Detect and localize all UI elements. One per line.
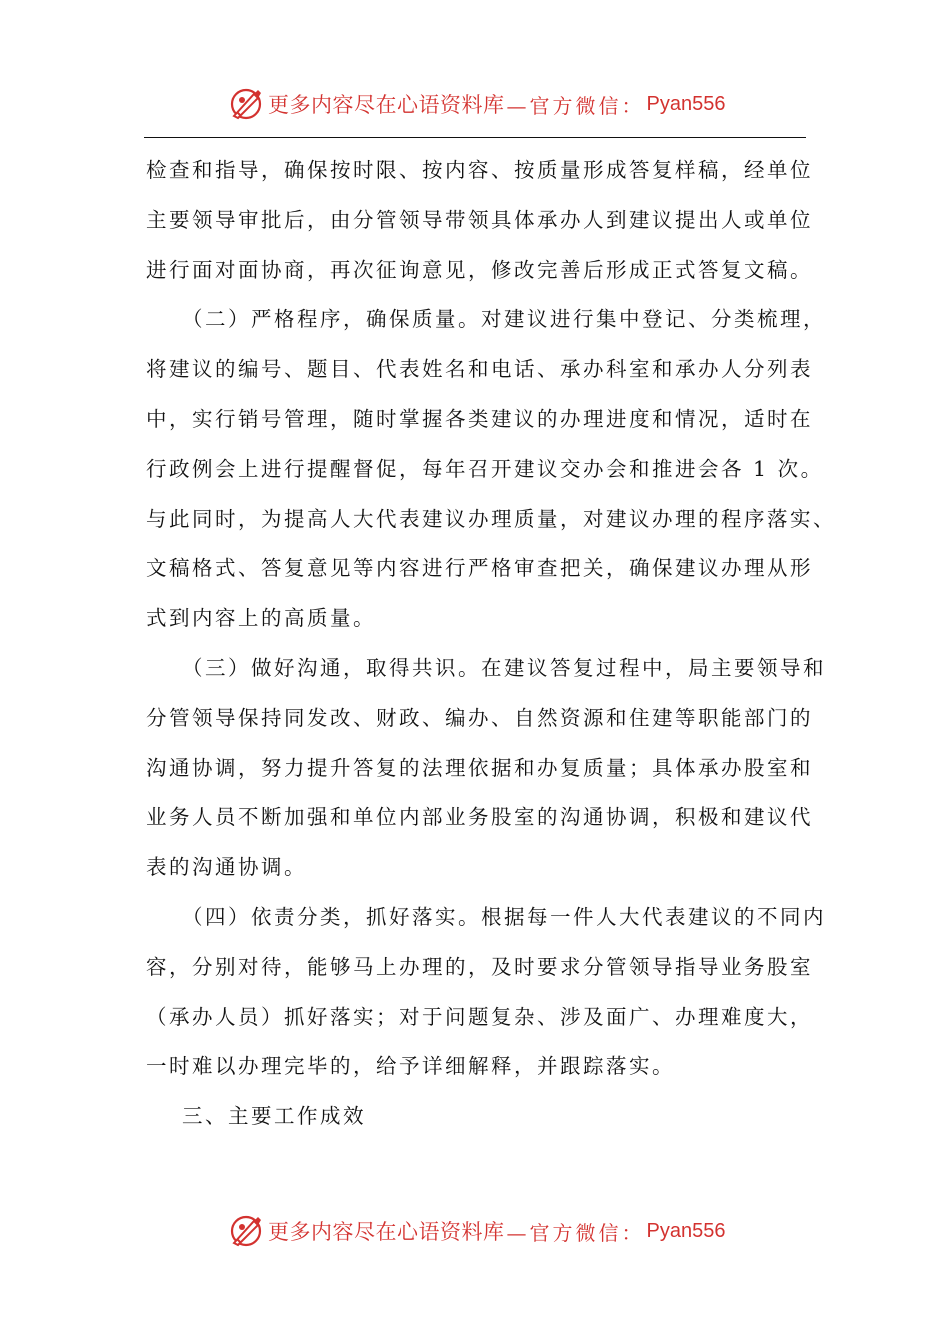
pen-logo-icon [228, 1213, 264, 1249]
paragraph-heading-2: （二）严格程序，确保质量。对建议进行集中登记、分类梳理， [182, 307, 826, 332]
text-line: 业务人员不断加强和单位内部业务股室的沟通协调，积极和建议代 [146, 805, 813, 830]
text-line: 进行面对面协商，再次征询意见，修改完善后形成正式答复文稿。 [146, 257, 813, 282]
footer-banner-title: 更多内容尽在心语资料库 [268, 1220, 505, 1244]
paragraph-heading-3: （三）做好沟通，取得共识。在建议答复过程中，局主要领导和 [182, 655, 826, 680]
text-line: 行政例会上进行提醒督促，每年召开建议交办会和推进会各 1 次。 [146, 456, 824, 481]
text-line: 容，分别对待，能够马上办理的，及时要求分管领导指导业务股室 [146, 954, 813, 979]
header-banner [228, 84, 725, 124]
header-divider [144, 137, 806, 138]
text-line: 分管领导保持同发改、财政、编办、自然资源和住建等职能部门的 [146, 705, 813, 730]
text-line: 一时难以办理完毕的，给予详细解释，并跟踪落实。 [146, 1054, 675, 1079]
text-line: 式到内容上的高质量。 [146, 606, 376, 631]
text-line: 表的沟通协调。 [146, 855, 307, 880]
paragraph-heading-4: （四）依责分类，抓好落实。根据每一件人大代表建议的不同内 [182, 904, 826, 929]
text-line: （承办人员）抓好落实；对于问题复杂、涉及面广、办理难度大， [146, 1004, 813, 1029]
footer-banner-wechat-label: —官方微信： [506, 1220, 645, 1245]
section-heading: 三、主要工作成效 [182, 1104, 366, 1129]
text-line: 沟通协调，努力提升答复的法理依据和办复质量；具体承办股室和 [146, 755, 813, 780]
text-line: 主要领导审批后，由分管领导带领具体承办人到建议提出人或单位 [146, 207, 813, 232]
body-text [146, 146, 836, 1142]
header-banner-title: 更多内容尽在心语资料库 [268, 93, 505, 117]
text-line: 与此同时，为提高人大代表建议办理质量，对建议办理的程序落实、 [146, 506, 836, 531]
footer-banner-wechat-id: Pyan556 [646, 1219, 726, 1242]
text-line: 将建议的编号、题目、代表姓名和电话、承办科室和承办人分列表 [146, 357, 813, 382]
text-line: 中，实行销号管理，随时掌握各类建议的办理进度和情况，适时在 [146, 406, 813, 431]
text-line: 检查和指导，确保按时限、按内容、按质量形成答复样稿，经单位 [146, 158, 813, 182]
pen-logo-icon [228, 86, 264, 122]
header-banner-wechat-id: Pyan556 [646, 92, 726, 115]
footer-banner [228, 1211, 725, 1251]
text-line: 文稿格式、答复意见等内容进行严格审查把关，确保建议办理从形 [146, 556, 813, 581]
header-banner-wechat-label: —官方微信： [506, 93, 645, 118]
